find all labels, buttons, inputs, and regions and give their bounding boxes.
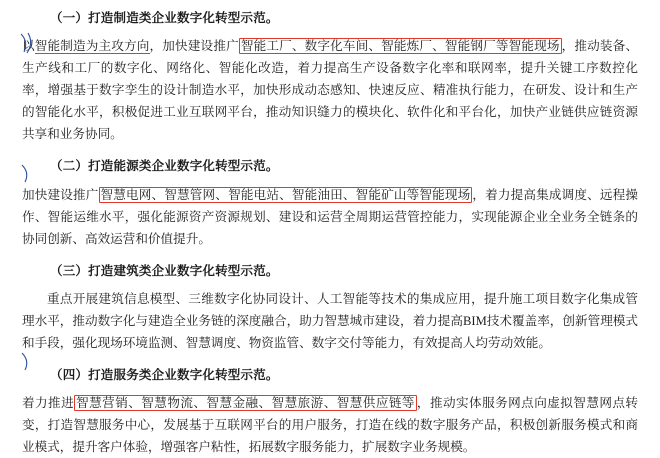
text-run: 以	[22, 39, 35, 54]
highlight-box-smart-services: 智慧营销、智慧物流、智慧金融、智慧旅游、智慧供应链等	[76, 396, 415, 410]
section-services	[22, 367, 638, 458]
section-heading-energy: （二）打造能源类企业数字化转型示范。	[50, 159, 279, 174]
text-run: 着力推进	[22, 396, 75, 410]
text-run: ，推动装备、生产线和工厂的数字化、网络化、智能化改造，着力提高生产设备数字化率和联网率，提升关键工序数控化率，增强基于数字孪生的设计制造水平，加快形成动态感知、快速反应、精准执行能力，在研发、设计和生产的智能化水平，积极促进工业互联网平台，推动知识缝力的模块化、软件化和平台化，加快产业链供应链资源共享和业务协同。	[22, 39, 639, 142]
section-heading-manufacturing: （一）打造制造类企业数字化转型示范。	[50, 11, 279, 25]
highlight-underline-smart-manufacturing: 智能制造为主攻方向	[34, 39, 150, 54]
highlight-box-smart-scenes-manufacturing: 智能工厂、数字化车间、智能炼厂、智能钢厂等智能现场	[240, 39, 560, 54]
text-run: 重点开展建筑信息模型、三维数字化协同设计、人工智能等技术的集成应用，提升施工项目数字化集成管理水平，推动数字化与建造全业务链的深度融合，助力智慧城市建设，着力提高BIM技术覆盖率，创新管理模式和手段，强化现场环境监测、智慧调度、物资监管、数字交付等能力，有效提高人均劳动效能。	[22, 291, 638, 350]
text-run: ，加快建设推广	[149, 39, 239, 54]
section-construction	[22, 263, 638, 354]
text-run: 加快建设推广	[22, 187, 99, 202]
section-paragraph-services	[22, 392, 638, 458]
text-run: ，推动实体服务网点向虚拟智慧网点转变，打造智慧服务中心，发展基于互联网平台的用户服务，打造在线的数字服务产品，积极创新服务模式和商业模式，提升客户体验，增强客户粘性，拓展数字服务能力，扩展数字业务规模。	[22, 396, 639, 454]
section-manufacturing	[22, 10, 638, 145]
section-paragraph-construction	[22, 288, 638, 354]
section-energy	[22, 158, 638, 249]
highlight-box-smart-scenes-energy: 智慧电网、智慧管网、智能电站、智能油田、智能矿山等智能现场	[100, 187, 471, 202]
text-run: ，着力提高集成调度、远程操作、智能运维水平，强化能源资产资源规划、建设和运营全周期运营管控能力，实现能源企业全业务全链条的协同创新、高效运营和价值提升。	[22, 187, 639, 246]
section-heading-services: （四）打造服务类企业数字化转型示范。	[50, 367, 279, 382]
section-paragraph-manufacturing	[22, 35, 638, 145]
section-heading-construction: （三）打造建筑类企业数字化转型示范。	[50, 263, 279, 278]
section-paragraph-energy	[22, 184, 638, 250]
